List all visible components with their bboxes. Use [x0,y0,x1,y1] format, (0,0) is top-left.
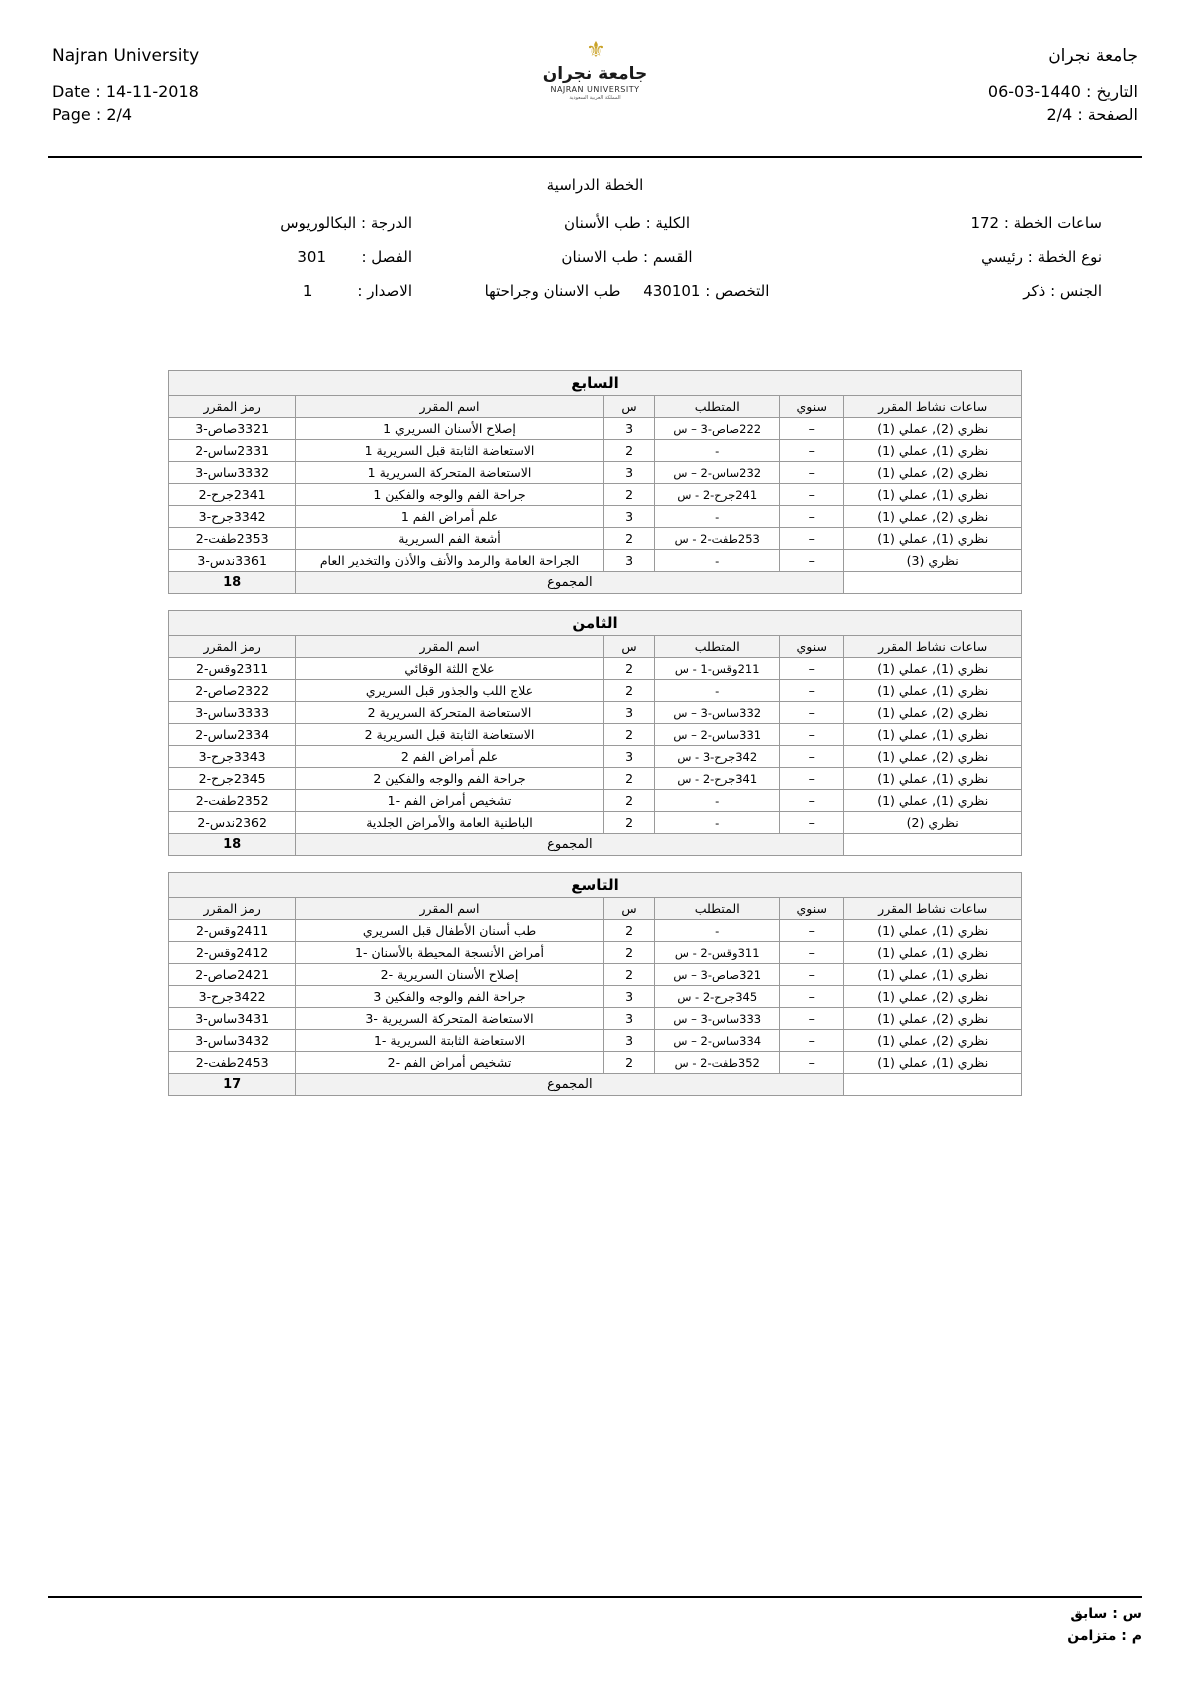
cell-code: 2311وقس-2 [169,658,296,680]
edition-value: 1 [302,282,313,300]
table-row [169,724,1022,746]
table-row [169,812,1022,834]
cell-name: جراحة الفم والوجه والفكين 1 [296,484,603,506]
cell-hours: 3 [603,462,655,484]
col-activity: ساعات نشاط المقرر [844,636,1022,658]
term-title-row [169,611,1022,636]
university-logo [515,40,675,101]
term-table-7-body [169,371,1022,594]
degree-value: البكالوريوس [280,214,357,232]
column-header-row [169,898,1022,920]
cell-prereq: - [655,790,780,812]
cell-activity: نظري (1), عملي (1) [844,964,1022,986]
col-hours: س [603,396,655,418]
table-row [169,964,1022,986]
cell-annual: – [780,790,844,812]
cell-annual: – [780,550,844,572]
meta-row-3 [48,282,1142,300]
gender-cell [842,282,1142,300]
college-label: الكلية : [645,214,690,232]
date-value-en: 14-11-2018 [105,82,199,101]
col-code: رمز المقرر [169,636,296,658]
table-row [169,462,1022,484]
cell-name: جراحة الفم والوجه والفكين 3 [296,986,603,1008]
term-total-row [169,834,1022,856]
term-total-row [169,1074,1022,1096]
table-row [169,440,1022,462]
table-row [169,528,1022,550]
term-table-9 [168,872,1022,1096]
date-value-ar: 1440-03-06 [987,82,1081,101]
college-value: طب الأسنان [563,214,641,232]
department-value: طب الاسنان [561,248,639,266]
cell-activity: نظري (2), عملي (1) [844,1030,1022,1052]
cell-annual: – [780,506,844,528]
cell-code: 3333ساس-3 [169,702,296,724]
table-row [169,1052,1022,1074]
date-row-ar [988,82,1138,101]
cell-code: 2331ساس-2 [169,440,296,462]
cell-name: أشعة الفم السريرية [296,528,603,550]
cell-name: الاستعاضة المتحركة السريرية 1 [296,462,603,484]
cell-name: الاستعاضة المتحركة السريرية 2 [296,702,603,724]
page-row-ar [988,105,1138,124]
cell-prereq: - [655,920,780,942]
cell-prereq: 211وقس-1 - س [655,658,780,680]
column-header-row [169,396,1022,418]
date-colon-en: : [95,82,106,101]
page-label-ar: الصفحة : [1077,105,1138,124]
cell-name: إصلاح الأسنان السريرية -2 [296,964,603,986]
cell-hours: 2 [603,768,655,790]
col-hours: س [603,898,655,920]
cell-activity: نظري (2), عملي (1) [844,418,1022,440]
gender-label: الجنس : [1050,282,1102,300]
cell-code: 2334ساس-2 [169,724,296,746]
term-title-7: السابع [169,371,1022,396]
date-row-en [52,82,199,101]
cell-annual: – [780,724,844,746]
cell-hours: 2 [603,812,655,834]
cell-name: الجراحة العامة والرمد والأنف والأذن والتخدير العام [296,550,603,572]
major-label: التخصص : [705,282,770,300]
col-name: اسم المقرر [296,636,603,658]
cell-name: علم أمراض الفم 1 [296,506,603,528]
cell-hours: 3 [603,418,655,440]
cell-prereq: - [655,506,780,528]
cell-code: 2353طفت-2 [169,528,296,550]
col-activity: ساعات نشاط المقرر [844,898,1022,920]
cell-hours: 2 [603,528,655,550]
cell-name: علاج اللثة الوقائي [296,658,603,680]
total-spacer [844,1074,1022,1096]
cell-annual: – [780,462,844,484]
cell-annual: – [780,440,844,462]
col-prereq: المتطلب [655,396,780,418]
cell-activity: نظري (2) [844,812,1022,834]
cell-code: 3332ساس-3 [169,462,296,484]
cell-activity: نظري (2), عملي (1) [844,506,1022,528]
university-name-en: Najran University [52,46,200,66]
term-title-8: الثامن [169,611,1022,636]
page-row-en [52,105,199,124]
page-label-en: Page [52,105,91,124]
cell-prereq: 222صاص-3 – س [655,418,780,440]
major-value: طب الاسنان وجراحتها [484,282,621,300]
col-code: رمز المقرر [169,396,296,418]
cell-hours: 3 [603,1030,655,1052]
table-row [169,1030,1022,1052]
col-prereq: المتطلب [655,898,780,920]
plan-tables [48,370,1142,1096]
term-table-9-body [169,873,1022,1096]
cell-name: طب أسنان الأطفال قبل السريري [296,920,603,942]
cell-activity: نظري (1), عملي (1) [844,942,1022,964]
term-value: 301 [297,248,327,266]
table-row [169,702,1022,724]
table-row [169,1008,1022,1030]
cell-code: 3432ساس-3 [169,1030,296,1052]
cell-name: الاستعاضة الثابتة السريرية -1 [296,1030,603,1052]
plan-type-value: رئيسي [981,248,1023,266]
plan-hours-label: ساعات الخطة : [1003,214,1102,232]
cell-code: 2341جرح-2 [169,484,296,506]
cell-annual: – [780,484,844,506]
plan-hours-value: 172 [970,214,1000,232]
edition-cell [112,282,412,300]
department-cell [412,248,842,266]
total-value: 17 [169,1074,296,1096]
table-row [169,658,1022,680]
cell-name: علم أمراض الفم 2 [296,746,603,768]
university-name-ar: جامعة نجران [1048,46,1138,66]
col-prereq: المتطلب [655,636,780,658]
cell-hours: 2 [603,790,655,812]
col-annual: سنوي [780,396,844,418]
cell-annual: – [780,658,844,680]
col-code: رمز المقرر [169,898,296,920]
term-table-7 [168,370,1022,594]
cell-annual: – [780,942,844,964]
cell-annual: – [780,746,844,768]
cell-prereq: 321صاص-3 – س [655,964,780,986]
legend-concurrent: م : متزامن [1067,1628,1142,1644]
table-row [169,790,1022,812]
term-table-8-body [169,611,1022,856]
cell-prereq: 232ساس-2 – س [655,462,780,484]
college-cell [412,214,842,232]
cell-name: تشخيص أمراض الفم -1 [296,790,603,812]
page-colon-en: : [95,105,107,124]
table-row [169,768,1022,790]
logo-emblem-icon: ⚜ [586,38,604,63]
cell-annual: – [780,702,844,724]
cell-annual: – [780,986,844,1008]
cell-prereq: 332ساس-3 – س [655,702,780,724]
table-row [169,418,1022,440]
cell-code: 2412وقس-2 [169,942,296,964]
cell-activity: نظري (1), عملي (1) [844,440,1022,462]
cell-name: جراحة الفم والوجه والفكين 2 [296,768,603,790]
edition-label: الاصدار : [357,282,412,300]
col-hours: س [603,636,655,658]
cell-prereq: 345جرح-2 - س [655,986,780,1008]
cell-prereq: 331ساس-2 – س [655,724,780,746]
col-name: اسم المقرر [296,898,603,920]
cell-prereq: 352طفت-2 - س [655,1052,780,1074]
major-code: 430101 [643,282,701,300]
cell-annual: – [780,680,844,702]
cell-activity: نظري (1), عملي (1) [844,1052,1022,1074]
cell-hours: 2 [603,484,655,506]
cell-name: الاستعاضة الثابتة قبل السريرية 2 [296,724,603,746]
cell-code: 2322صاص-2 [169,680,296,702]
total-label: المجموع [296,572,844,594]
cell-activity: نظري (1), عملي (1) [844,790,1022,812]
cell-prereq: - [655,680,780,702]
date-label-ar: التاريخ : [1085,82,1138,101]
cell-hours: 3 [603,702,655,724]
cell-code: 2421صاص-2 [169,964,296,986]
cell-hours: 2 [603,724,655,746]
cell-prereq: 333ساس-3 – س [655,1008,780,1030]
cell-prereq: 311وقس-2 - س [655,942,780,964]
cell-hours: 2 [603,964,655,986]
cell-hours: 3 [603,1008,655,1030]
cell-code: 2411وقس-2 [169,920,296,942]
cell-annual: – [780,920,844,942]
cell-hours: 3 [603,506,655,528]
cell-hours: 2 [603,440,655,462]
header-right-block [988,46,1138,128]
term-title-row [169,873,1022,898]
cell-activity: نظري (2), عملي (1) [844,702,1022,724]
cell-name: الاستعاضة الثابتة قبل السريرية 1 [296,440,603,462]
cell-name: أمراض الأنسجة المحيطة بالأسنان -1 [296,942,603,964]
cell-name: الباطنية العامة والأمراض الجلدية [296,812,603,834]
cell-code: 2453طفت-2 [169,1052,296,1074]
cell-prereq: 253طفت-2 - س [655,528,780,550]
page-value-ar: 2/4 [1046,105,1073,124]
cell-annual: – [780,1030,844,1052]
cell-hours: 3 [603,746,655,768]
page-header [48,40,1142,150]
document-title: الخطة الدراسية [546,176,644,194]
table-row [169,680,1022,702]
plan-metadata [48,214,1142,300]
term-title-9: التاسع [169,873,1022,898]
cell-activity: نظري (3) [844,550,1022,572]
cell-hours: 3 [603,986,655,1008]
logo-english-subtext: المملكة العربية السعودية [569,95,621,101]
table-row [169,506,1022,528]
table-row [169,550,1022,572]
date-label-en: Date [52,82,91,101]
table-row [169,986,1022,1008]
cell-code: 3343جرح-3 [169,746,296,768]
col-activity: ساعات نشاط المقرر [844,396,1022,418]
cell-code: 2345جرح-2 [169,768,296,790]
term-label: الفصل : [361,248,412,266]
cell-name: علاج اللب والجذور قبل السريري [296,680,603,702]
cell-activity: نظري (2), عملي (1) [844,462,1022,484]
degree-cell [112,214,412,232]
meta-row-2 [48,248,1142,266]
cell-activity: نظري (1), عملي (1) [844,724,1022,746]
cell-annual: – [780,418,844,440]
cell-code: 2362ندس-2 [169,812,296,834]
term-total-row [169,572,1022,594]
major-cell [412,282,842,300]
total-spacer [844,834,1022,856]
cell-name: الاستعاضة المتحركة السريرية -3 [296,1008,603,1030]
cell-code: 3342جرح-3 [169,506,296,528]
logo-arabic-text: جامعة نجران [542,64,648,84]
col-annual: سنوي [780,636,844,658]
page-footer [48,1588,1142,1650]
cell-annual: – [780,964,844,986]
total-value: 18 [169,834,296,856]
cell-hours: 2 [603,1052,655,1074]
cell-prereq: 334ساس-2 – س [655,1030,780,1052]
table-row [169,746,1022,768]
cell-activity: نظري (1), عملي (1) [844,680,1022,702]
cell-activity: نظري (1), عملي (1) [844,528,1022,550]
col-annual: سنوي [780,898,844,920]
cell-code: 2352طفت-2 [169,790,296,812]
cell-activity: نظري (1), عملي (1) [844,658,1022,680]
cell-activity: نظري (2), عملي (1) [844,1008,1022,1030]
cell-hours: 2 [603,680,655,702]
cell-activity: نظري (1), عملي (1) [844,484,1022,506]
cell-hours: 3 [603,550,655,572]
cell-activity: نظري (2), عملي (1) [844,746,1022,768]
cell-code: 3431ساس-3 [169,1008,296,1030]
plan-type-label: نوع الخطة : [1027,248,1102,266]
term-cell [112,248,412,266]
cell-code: 3321صاص-3 [169,418,296,440]
cell-prereq: - [655,812,780,834]
cell-annual: – [780,768,844,790]
cell-name: تشخيص أمراض الفم -2 [296,1052,603,1074]
page-value-en: 2/4 [106,105,133,124]
column-header-row [169,636,1022,658]
legend-previous: س : سابق [1070,1606,1142,1622]
footer-divider [48,1596,1142,1598]
total-spacer [844,572,1022,594]
gender-value: ذكر [1023,282,1046,300]
cell-name: إصلاح الأسنان السريري 1 [296,418,603,440]
department-label: القسم : [643,248,693,266]
table-row [169,484,1022,506]
total-label: المجموع [296,834,844,856]
header-divider [48,156,1142,158]
cell-activity: نظري (2), عملي (1) [844,986,1022,1008]
header-left-block [52,46,199,128]
cell-prereq: 342جرح-3 - س [655,746,780,768]
cell-prereq: 241جرح-2 - س [655,484,780,506]
term-title-row [169,371,1022,396]
logo-english-text: NAJRAN UNIVERSITY [550,85,640,94]
total-value: 18 [169,572,296,594]
col-name: اسم المقرر [296,396,603,418]
cell-prereq: - [655,440,780,462]
cell-prereq: - [655,550,780,572]
meta-row-1 [48,214,1142,232]
cell-code: 3361ندس-3 [169,550,296,572]
degree-label: الدرجة : [361,214,412,232]
cell-annual: – [780,1008,844,1030]
cell-activity: نظري (1), عملي (1) [844,920,1022,942]
cell-hours: 2 [603,658,655,680]
cell-annual: – [780,1052,844,1074]
table-row [169,920,1022,942]
term-table-8 [168,610,1022,856]
cell-annual: – [780,812,844,834]
cell-hours: 2 [603,920,655,942]
plan-hours-cell [842,214,1142,232]
table-row [169,942,1022,964]
cell-prereq: 341جرح-2 - س [655,768,780,790]
cell-code: 3422جرح-3 [169,986,296,1008]
plan-type-cell [842,248,1142,266]
cell-annual: – [780,528,844,550]
total-label: المجموع [296,1074,844,1096]
cell-hours: 2 [603,942,655,964]
cell-activity: نظري (1), عملي (1) [844,768,1022,790]
